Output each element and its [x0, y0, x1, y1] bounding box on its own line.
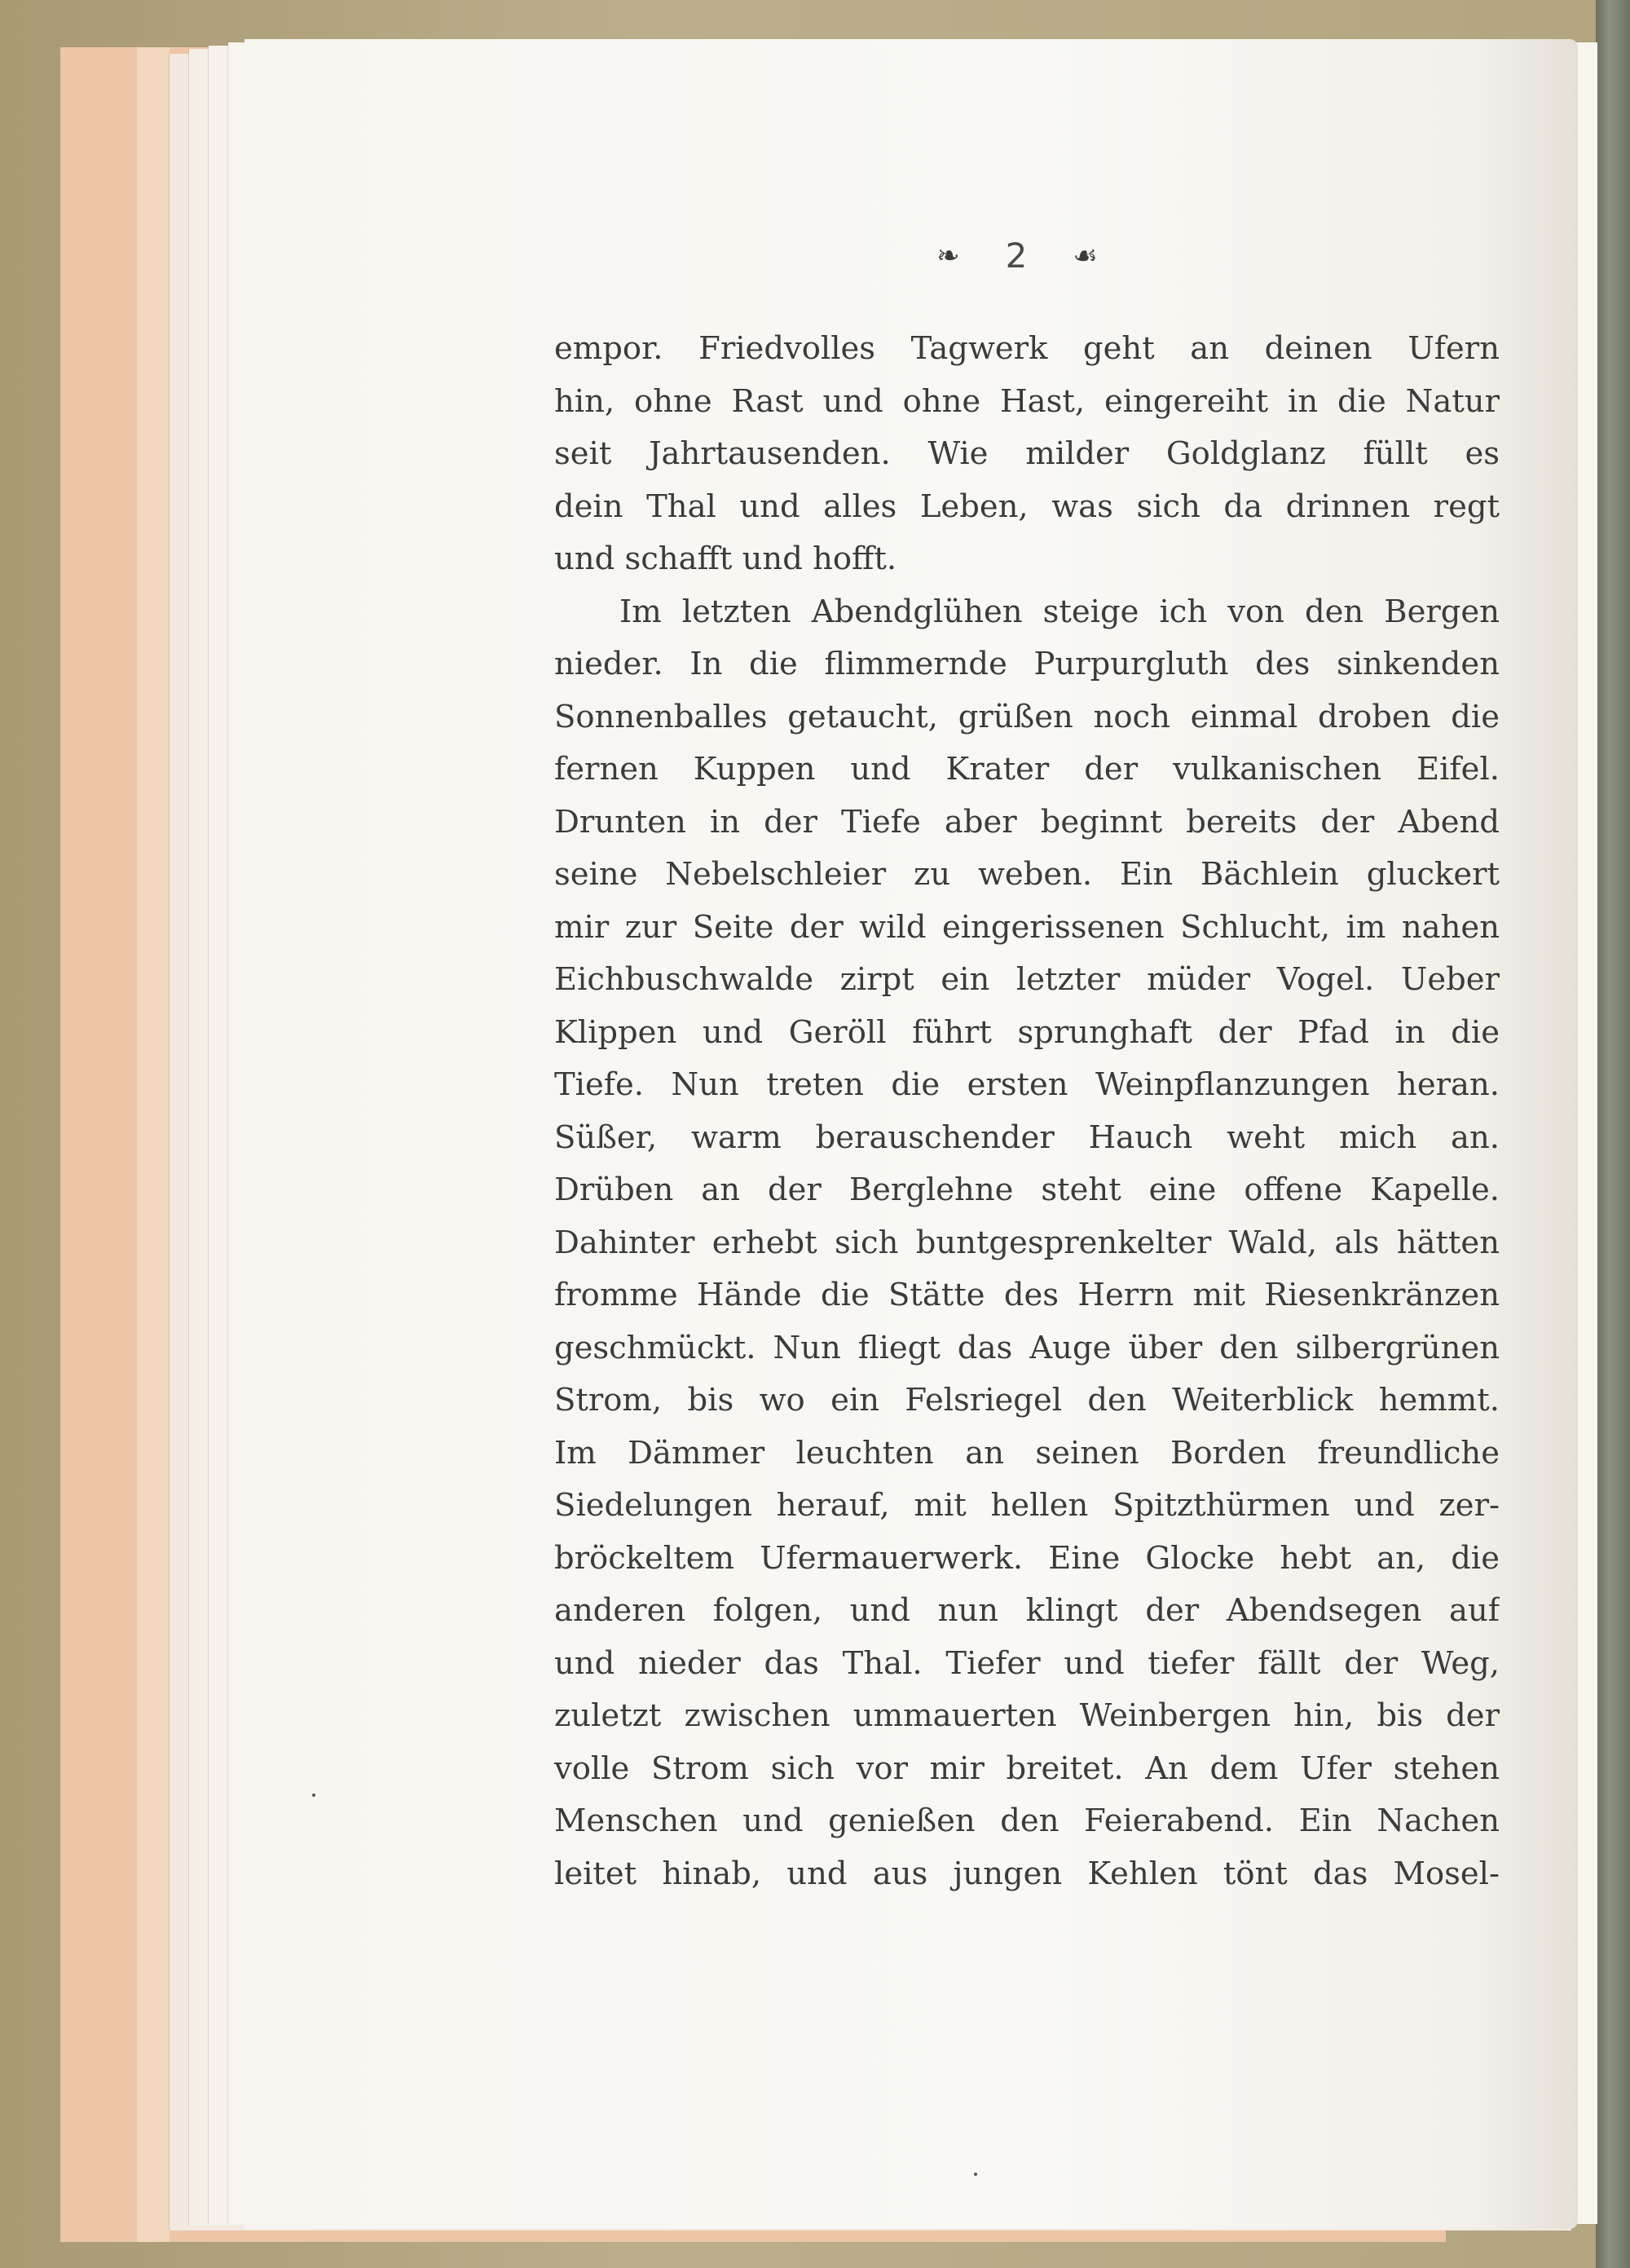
book-board-edge — [1596, 0, 1630, 2268]
body-text — [554, 323, 1500, 1900]
text-line: mir zur Seite der wild eingerissenen Schlucht, im nahen — [554, 908, 1500, 946]
text-line: Menschen und genießen den Feierabend. Ein Nachen — [554, 1802, 1500, 1839]
text-line: dein Thal und alles Leben, was sich da drinnen regt — [554, 488, 1500, 525]
text-line: Im Dämmer leuchten an seinen Borden freundliche — [554, 1434, 1500, 1472]
paper-speck — [312, 1794, 315, 1797]
paper-speck — [974, 2173, 977, 2176]
text-line: hin, ohne Rast und ohne Hast, eingereiht in die Natur — [554, 382, 1500, 420]
text-line: Im letzten Abendglühen steige ich von den Bergen — [619, 593, 1500, 630]
text-line: geschmückt. Nun fliegt das Auge über den silbergrünen — [554, 1329, 1500, 1366]
text-line: und nieder das Thal. Tiefer und tiefer fällt der Weg, — [554, 1644, 1500, 1682]
text-line: fromme Hände die Stätte des Herrn mit Riesenkränzen — [554, 1277, 1500, 1313]
text-line: bröckeltem Ufermauerwerk. Eine Glocke hebt an, die — [554, 1539, 1500, 1577]
text-line: Süßer, warm berauschender Hauch weht mich an. — [554, 1119, 1500, 1156]
ornament-right-icon: ☙ — [1073, 239, 1101, 272]
text-line: anderen folgen, und nun klingt der Abendsegen auf — [554, 1592, 1500, 1629]
text-line: Sonnenballes getaucht, grüßen noch einmal droben die — [554, 698, 1500, 735]
text-line: empor. Friedvolles Tagwerk geht an deinen Ufern — [554, 330, 1500, 367]
text-line: fernen Kuppen und Krater der vulkanischen Eifel. — [554, 751, 1500, 788]
page-number: 2 — [1005, 236, 1031, 276]
ornament-left-icon: ❧ — [936, 239, 963, 272]
text-line: Eichbuschwalde zirpt ein letzter müder Vogel. Ueber — [554, 961, 1500, 998]
text-line: zuletzt zwischen ummauerten Weinbergen hin, bis der — [554, 1697, 1500, 1734]
text-line: Drunten in der Tiefe aber beginnt bereits der Abend — [554, 803, 1500, 841]
text-line: volle Strom sich vor mir breitet. An dem Ufer stehen — [554, 1750, 1500, 1787]
text-line: seine Nebelschleier zu weben. Ein Bächlein gluckert — [554, 856, 1500, 893]
endpaper-fold — [137, 47, 170, 2242]
text-line: Tiefe. Nun treten die ersten Weinpflanzungen heran. — [554, 1066, 1500, 1103]
page-header — [896, 232, 1141, 276]
text-line: und schafft und hofft. — [554, 541, 897, 577]
text-line: nieder. In die flimmernde Purpurgluth des sinkenden — [554, 646, 1500, 682]
text-line: Klippen und Geröll führt sprunghaft der Pfad in die — [554, 1013, 1500, 1051]
text-line: leitet hinab, und aus jungen Kehlen tönt das Mosel- — [554, 1855, 1500, 1892]
text-line: Dahinter erhebt sich buntgesprenkelter Wald, als hätten — [554, 1224, 1500, 1261]
text-line: Strom, bis wo ein Felsriegel den Weiterblick hemmt. — [554, 1382, 1500, 1419]
text-line: seit Jahrtausenden. Wie milder Goldglanz füllt es — [554, 435, 1500, 472]
text-line: Siedelungen herauf, mit hellen Spitzthürmen und zer- — [554, 1487, 1500, 1524]
text-line: Drüben an der Berglehne steht eine offene Kapelle. — [554, 1172, 1500, 1208]
